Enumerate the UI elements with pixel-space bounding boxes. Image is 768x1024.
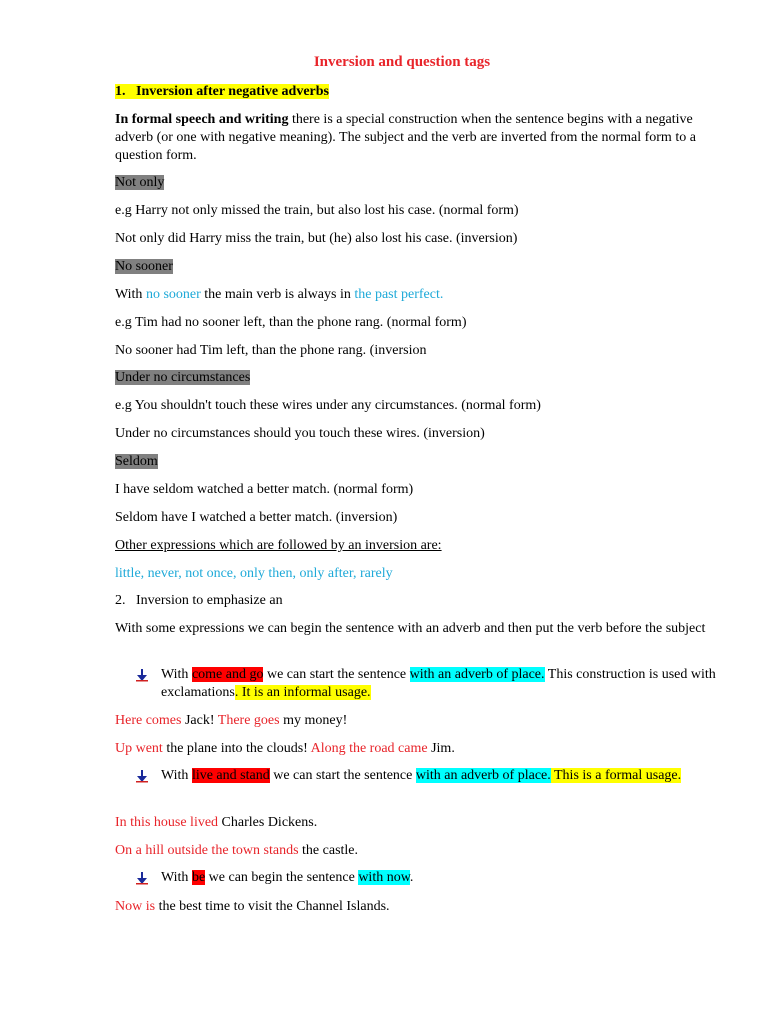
arrow-bullet-icon — [135, 871, 149, 885]
example-red: Up went — [115, 741, 163, 756]
example-red: There goes — [217, 713, 280, 728]
text-part: With — [161, 768, 192, 783]
section2-heading: 2. Inversion to emphasize an — [115, 593, 283, 608]
example-black: the best time to visit the Channel Islands. — [155, 899, 390, 914]
highlight-adverb: with now — [358, 870, 410, 885]
label-no-sooner — [115, 258, 173, 276]
example-line-5 — [115, 898, 390, 916]
section2-intro: With some expressions we can begin the sentence with an adverb and then put the verb before the subject — [115, 621, 706, 636]
text-part: we can start the sentence — [263, 667, 410, 682]
under-no-normal: e.g You shouldn't touch these wires under any circumstances. (normal form) — [115, 398, 541, 413]
no-sooner-normal: e.g Tim had no sooner left, than the phone rang. (normal form) — [115, 315, 467, 330]
highlight-verbs: come and go — [191, 667, 264, 682]
highlight-usage: . It is an informal usage. — [234, 685, 371, 700]
example-black: my money! — [279, 713, 348, 728]
section1-number: 1. — [115, 84, 126, 99]
no-sooner-rule — [115, 286, 443, 304]
text-part: With — [161, 667, 192, 682]
example-black: Charles Dickens. — [218, 815, 318, 830]
rule-part: With — [115, 287, 146, 302]
label-under-no — [115, 369, 250, 387]
example-red: On a hill outside the town stands — [115, 843, 299, 858]
not-only-normal: e.g Harry not only missed the train, but also lost his case. (normal form) — [115, 203, 519, 218]
section1-heading-highlight — [115, 84, 329, 99]
highlight-adverb: with an adverb of place. — [409, 667, 545, 682]
other-expressions-heading: Other expressions which are followed by an inversion are: — [115, 538, 442, 553]
text-part: we can start the sentence — [269, 768, 416, 783]
bullet2-text — [161, 767, 721, 785]
rule-tense: the past perfect. — [354, 287, 444, 302]
label-under-no-text: Under no circumstances — [115, 370, 251, 385]
example-black: Jack! — [181, 713, 218, 728]
bullet1-text — [161, 666, 721, 702]
highlight-verbs: be — [191, 870, 206, 885]
under-no-inversion: Under no circumstances should you touch these wires. (inversion) — [115, 426, 485, 441]
example-red: In this house lived — [115, 815, 219, 830]
intro-rest: there is a special construction when the sentence begins with a negative adverb (or one with negative meaning). The subject and the verb are inverted from the normal form to a question form. — [115, 112, 696, 163]
text-part: With — [161, 870, 192, 885]
label-no-sooner-text: No sooner — [115, 259, 173, 274]
other-expressions-list: little, never, not once, only then, only after, rarely — [115, 566, 393, 581]
document-title: Inversion and question tags — [313, 54, 491, 70]
seldom-inversion: Seldom have I watched a better match. (inversion) — [115, 510, 398, 525]
rule-part: the main verb is always in — [200, 287, 355, 302]
section1-heading — [115, 83, 329, 101]
label-not-only-text: Not only — [115, 175, 165, 190]
example-line-4 — [115, 842, 358, 860]
section1-title: Inversion after negative adverbs — [136, 84, 329, 99]
example-line-2 — [115, 740, 455, 758]
text-part: . — [409, 870, 414, 885]
example-line-1 — [115, 712, 347, 730]
highlight-adverb: with an adverb of place. — [415, 768, 551, 783]
bullet3-text — [161, 869, 721, 887]
section1-intro — [115, 111, 715, 165]
rule-keyword: no sooner — [145, 287, 201, 302]
example-red: Here comes — [115, 713, 182, 728]
not-only-inversion: Not only did Harry miss the train, but (he) also lost his case. (inversion) — [115, 231, 518, 246]
example-black: Jim. — [427, 741, 455, 756]
example-black: the castle. — [298, 843, 359, 858]
example-line-3 — [115, 814, 317, 832]
example-red: Now is — [115, 899, 156, 914]
highlight-usage: This is a formal usage. — [550, 768, 682, 783]
example-red: Along the road came — [310, 741, 428, 756]
example-black: the plane into the clouds! — [162, 741, 311, 756]
text-part: we can begin the sentence — [205, 870, 359, 885]
arrow-bullet-icon — [135, 769, 149, 783]
arrow-bullet-icon — [135, 668, 149, 682]
no-sooner-inversion: No sooner had Tim left, than the phone rang. (inversion — [115, 343, 427, 358]
text-part: This construction is used with exclamations — [161, 667, 716, 700]
highlight-verbs: live and stand — [191, 768, 270, 783]
intro-bold: In formal speech and writing — [115, 112, 289, 127]
label-seldom — [115, 453, 158, 471]
seldom-normal: I have seldom watched a better match. (normal form) — [115, 482, 414, 497]
label-seldom-text: Seldom — [115, 454, 158, 469]
label-not-only — [115, 174, 164, 192]
